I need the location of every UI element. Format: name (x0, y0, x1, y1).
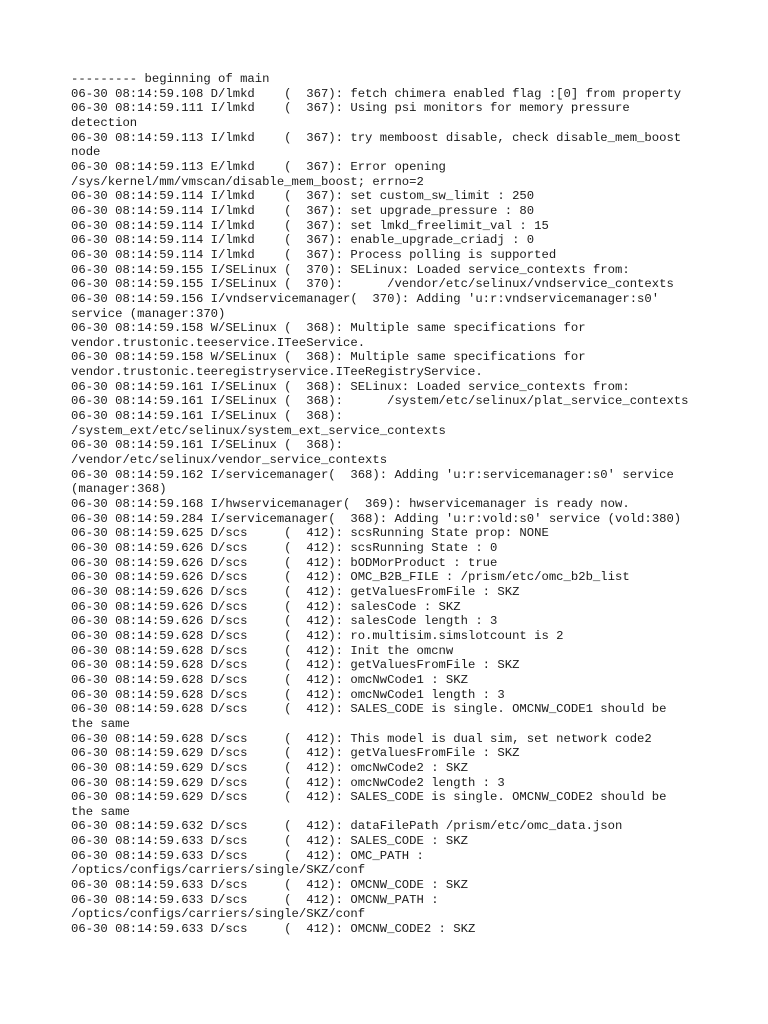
log-line: 06-30 08:14:59.629 D/scs ( 412): getValuesFromFile : SKZ (71, 746, 520, 761)
log-line: 06-30 08:14:59.162 I/servicemanager( 368): Adding 'u:r:servicemanager:s0' service (71, 467, 674, 482)
log-line: 06-30 08:14:59.158 W/SELinux ( 368): Multiple same specifications for (71, 321, 586, 336)
log-line: 06-30 08:14:59.155 I/SELinux ( 370): /vendor/etc/selinux/vndservice_contexts (71, 277, 674, 292)
log-line: service (manager:370) (71, 306, 226, 321)
log-line: detection (71, 115, 138, 130)
log-line: (manager:368) (71, 482, 167, 497)
log-line: --------- beginning of main (71, 72, 270, 86)
log-line: 06-30 08:14:59.632 D/scs ( 412): dataFilePath /prism/etc/omc_data.json (71, 819, 623, 834)
log-line: /optics/configs/carriers/single/SKZ/conf (71, 907, 366, 922)
log-line: 06-30 08:14:59.626 D/scs ( 412): bODMorProduct : true (71, 555, 498, 570)
log-line: /system_ext/etc/selinux/system_ext_service_contexts (71, 423, 446, 438)
log-line: 06-30 08:14:59.626 D/scs ( 412): scsRunning State : 0 (71, 541, 498, 555)
log-line: 06-30 08:14:59.628 D/scs ( 412): SALES_CODE is single. OMCNW_CODE1 should be (71, 702, 667, 717)
log-line: 06-30 08:14:59.628 D/scs ( 412): Init the omcnw (71, 643, 454, 658)
log-line: 06-30 08:14:59.114 I/lmkd ( 367): enable_upgrade_criadj : 0 (71, 233, 535, 248)
log-line: 06-30 08:14:59.628 D/scs ( 412): omcNwCode1 : SKZ (71, 672, 468, 687)
log-line: 06-30 08:14:59.161 I/SELinux ( 368): /system/etc/selinux/plat_service_contexts (71, 394, 689, 409)
log-line: node (71, 145, 101, 160)
log-line: 06-30 08:14:59.113 E/lmkd ( 367): Error opening (71, 159, 446, 174)
log-line: 06-30 08:14:59.633 D/scs ( 412): OMC_PATH : (71, 848, 424, 863)
log-line: 06-30 08:14:59.114 I/lmkd ( 367): set upgrade_pressure : 80 (71, 203, 535, 218)
log-line: 06-30 08:14:59.629 D/scs ( 412): SALES_CODE is single. OMCNW_CODE2 should be (71, 790, 667, 805)
log-line: 06-30 08:14:59.628 D/scs ( 412): omcNwCode1 length : 3 (71, 687, 505, 702)
log-line: 06-30 08:14:59.626 D/scs ( 412): salesCode length : 3 (71, 614, 498, 629)
log-line: 06-30 08:14:59.626 D/scs ( 412): OMC_B2B_FILE : /prism/etc/omc_b2b_list (71, 570, 630, 585)
log-line: 06-30 08:14:59.114 I/lmkd ( 367): set custom_sw_limit : 250 (71, 189, 535, 204)
log-line: vendor.trustonic.teeregistryservice.ITeeRegistryService. (71, 365, 483, 380)
log-line: 06-30 08:14:59.114 I/lmkd ( 367): Process polling is supported (71, 247, 557, 262)
log-line: 06-30 08:14:59.158 W/SELinux ( 368): Multiple same specifications for (71, 350, 586, 365)
log-line: 06-30 08:14:59.161 I/SELinux ( 368): SELinux: Loaded service_contexts from: (71, 379, 630, 394)
log-line: 06-30 08:14:59.633 D/scs ( 412): OMCNW_CODE : SKZ (71, 878, 468, 893)
log-line: 06-30 08:14:59.633 D/scs ( 412): OMCNW_PATH : (71, 892, 439, 907)
log-line: 06-30 08:14:59.626 D/scs ( 412): getValuesFromFile : SKZ (71, 584, 520, 599)
log-line: vendor.trustonic.teeservice.ITeeService. (71, 335, 366, 350)
log-line: 06-30 08:14:59.628 D/scs ( 412): getValuesFromFile : SKZ (71, 658, 520, 673)
log-line: 06-30 08:14:59.628 D/scs ( 412): This model is dual sim, set network code2 (71, 731, 652, 746)
log-line: /optics/configs/carriers/single/SKZ/conf (71, 863, 366, 878)
log-line: 06-30 08:14:59.168 I/hwservicemanager( 369): hwservicemanager is ready now. (71, 497, 630, 512)
log-line: 06-30 08:14:59.629 D/scs ( 412): omcNwCode2 : SKZ (71, 760, 468, 775)
log-line: 06-30 08:14:59.155 I/SELinux ( 370): SELinux: Loaded service_contexts from: (71, 262, 630, 277)
log-line: the same (71, 804, 130, 819)
log-line: 06-30 08:14:59.633 D/scs ( 412): SALES_CODE : SKZ (71, 834, 468, 849)
log-line: the same (71, 716, 130, 731)
log-output (71, 72, 711, 937)
log-line: 06-30 08:14:59.161 I/SELinux ( 368): (71, 438, 343, 453)
log-line: /sys/kernel/mm/vmscan/disable_mem_boost; errno=2 (71, 174, 424, 189)
log-line: /vendor/etc/selinux/vendor_service_contexts (71, 453, 388, 468)
log-line: 06-30 08:14:59.161 I/SELinux ( 368): (71, 409, 343, 424)
log-line: 06-30 08:14:59.108 D/lmkd ( 367): fetch chimera enabled flag :[0] from property (71, 86, 682, 101)
log-line: 06-30 08:14:59.113 I/lmkd ( 367): try memboost disable, check disable_mem_boost (71, 130, 682, 145)
log-line: 06-30 08:14:59.156 I/vndservicemanager( 370): Adding 'u:r:vndservicemanager:s0' (71, 291, 660, 306)
log-line: 06-30 08:14:59.628 D/scs ( 412): ro.multisim.simslotcount is 2 (71, 628, 564, 643)
log-line: 06-30 08:14:59.626 D/scs ( 412): salesCode : SKZ (71, 599, 461, 614)
log-line: 06-30 08:14:59.114 I/lmkd ( 367): set lmkd_freelimit_val : 15 (71, 218, 549, 233)
log-line: 06-30 08:14:59.625 D/scs ( 412): scsRunning State prop: NONE (71, 526, 549, 541)
log-line: 06-30 08:14:59.629 D/scs ( 412): omcNwCode2 length : 3 (71, 775, 505, 790)
log-line: 06-30 08:14:59.111 I/lmkd ( 367): Using psi monitors for memory pressure (71, 101, 630, 116)
log-line: 06-30 08:14:59.633 D/scs ( 412): OMCNW_CODE2 : SKZ (71, 922, 476, 937)
log-line: 06-30 08:14:59.284 I/servicemanager( 368): Adding 'u:r:vold:s0' service (vold:380) (71, 511, 682, 526)
